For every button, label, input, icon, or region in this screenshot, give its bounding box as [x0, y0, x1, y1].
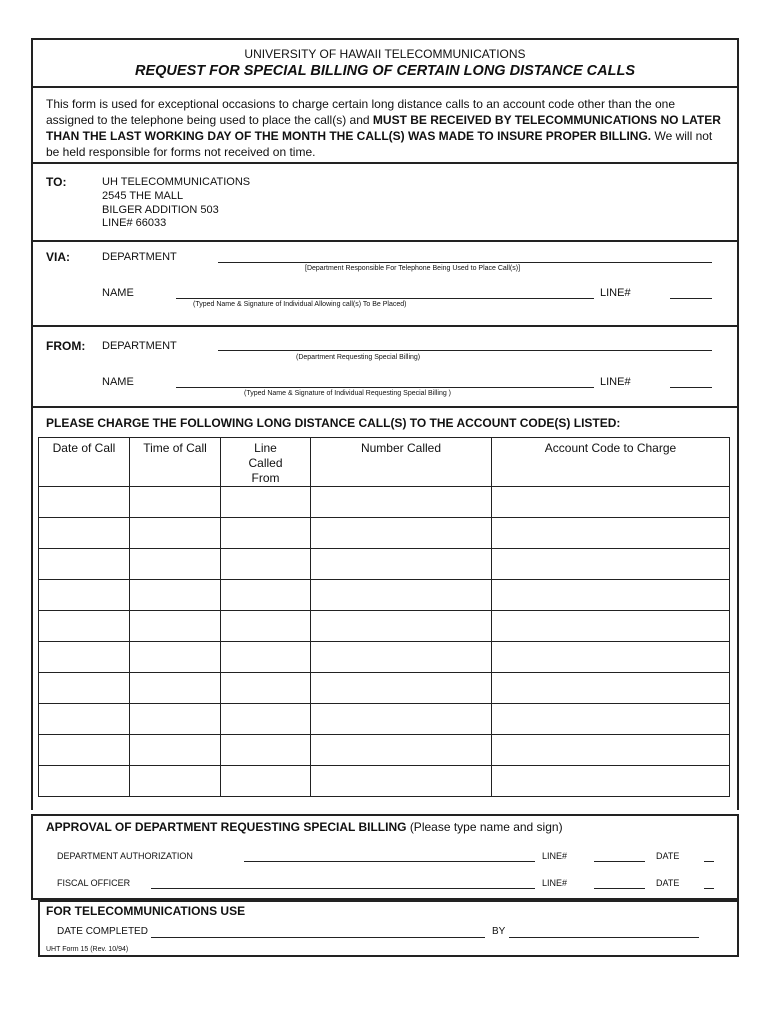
table-row — [39, 704, 730, 735]
form-title: REQUEST FOR SPECIAL BILLING OF CERTAIN LONG DISTANCE CALLS — [135, 63, 635, 79]
from-label: FROM: — [46, 339, 86, 353]
dept-auth-date-label: DATE — [656, 851, 680, 861]
from-name-label: NAME — [102, 376, 134, 388]
intro-part1: This form is used for exceptional occasions to charge certain long distance calls to an account code other than the one assigned to the telephone being used to place the call(s) and — [46, 97, 676, 127]
table-cell[interactable] — [311, 642, 492, 673]
col-account-code: Account Code to Charge — [492, 438, 730, 487]
via-department-field[interactable] — [218, 262, 712, 263]
org-name: UNIVERSITY OF HAWAII TELECOMMUNICATIONS — [244, 47, 526, 61]
table-cell[interactable] — [130, 735, 221, 766]
table-cell[interactable] — [221, 704, 311, 735]
table-cell[interactable] — [221, 580, 311, 611]
approval-note: (Please type name and sign) — [409, 820, 563, 834]
table-cell[interactable] — [311, 704, 492, 735]
table-cell[interactable] — [39, 766, 130, 797]
table-cell[interactable] — [311, 766, 492, 797]
table-cell[interactable] — [39, 642, 130, 673]
from-line-label: LINE# — [600, 376, 631, 388]
via-line-label: LINE# — [600, 287, 631, 299]
approval-heading: APPROVAL OF DEPARTMENT REQUESTING SPECIAL BILLING — [46, 820, 407, 834]
table-cell[interactable] — [492, 704, 730, 735]
fiscal-officer-label: FISCAL OFFICER — [57, 878, 131, 888]
table-header-row — [39, 438, 730, 487]
table-cell[interactable] — [130, 766, 221, 797]
fiscal-line-label: LINE# — [542, 878, 568, 888]
dept-auth-line-label: LINE# — [542, 851, 568, 861]
approval-heading-line — [46, 820, 563, 834]
from-department-label: DEPARTMENT — [102, 340, 177, 352]
via-line-field[interactable] — [670, 298, 712, 299]
divider-to-via — [31, 240, 739, 242]
table-cell[interactable] — [130, 611, 221, 642]
table-row — [39, 735, 730, 766]
col-time-of-call: Time of Call — [130, 438, 221, 487]
via-department-hint: [Department Responsible For Telephone Being Used to Place Call(s)] — [305, 265, 521, 272]
charge-right-border — [737, 408, 739, 810]
dept-auth-line-field[interactable] — [594, 861, 645, 862]
table-row — [39, 611, 730, 642]
intro-text — [46, 96, 726, 160]
table-cell[interactable] — [221, 487, 311, 518]
table-row — [39, 642, 730, 673]
table-cell[interactable] — [39, 580, 130, 611]
table-row — [39, 766, 730, 797]
to-line-4: LINE# 66033 — [102, 217, 167, 229]
date-completed-field[interactable] — [151, 937, 485, 938]
to-line-3: BILGER ADDITION 503 — [102, 204, 219, 216]
table-cell[interactable] — [39, 704, 130, 735]
dept-auth-label: DEPARTMENT AUTHORIZATION — [57, 851, 193, 861]
col-line-called-from — [221, 438, 311, 487]
date-completed-label: DATE COMPLETED — [57, 926, 148, 937]
table-cell[interactable] — [130, 580, 221, 611]
table-cell[interactable] — [311, 518, 492, 549]
fiscal-line-field[interactable] — [594, 888, 645, 889]
table-cell[interactable] — [39, 673, 130, 704]
via-name-field[interactable] — [176, 298, 594, 299]
dept-auth-date-field[interactable] — [704, 861, 714, 862]
table-cell[interactable] — [39, 549, 130, 580]
via-name-hint: (Typed Name & Signature of Individual Allowing call(s) To Be Placed) — [193, 301, 407, 308]
table-cell[interactable] — [39, 487, 130, 518]
table-cell[interactable] — [39, 611, 130, 642]
col-line-called-from-label: Line Called From — [248, 441, 283, 485]
fiscal-date-field[interactable] — [704, 888, 714, 889]
via-name-label: NAME — [102, 287, 134, 299]
via-label: VIA: — [46, 250, 70, 264]
form-id: UHT Form 15 (Rev. 10/94) — [46, 946, 129, 953]
charge-heading: PLEASE CHARGE THE FOLLOWING LONG DISTANCE CALL(S) TO THE ACCOUNT CODE(S) LISTED: — [46, 416, 621, 430]
divider-via-from — [31, 325, 739, 327]
table-cell[interactable] — [311, 611, 492, 642]
table-cell[interactable] — [221, 518, 311, 549]
table-cell[interactable] — [492, 487, 730, 518]
table-row — [39, 549, 730, 580]
from-name-field[interactable] — [176, 387, 594, 388]
table-cell[interactable] — [311, 580, 492, 611]
by-label: BY — [492, 926, 506, 937]
by-field[interactable] — [509, 937, 699, 938]
to-line-2: 2545 THE MALL — [102, 190, 184, 202]
table-cell[interactable] — [221, 642, 311, 673]
table-cell[interactable] — [221, 549, 311, 580]
table-cell[interactable] — [492, 611, 730, 642]
fiscal-date-label: DATE — [656, 878, 680, 888]
table-cell[interactable] — [130, 673, 221, 704]
table-row — [39, 487, 730, 518]
intro-deadline: MUST BE RECEIVED BY TELECOMMUNICATIONS NO LATER THAN THE LAST WORKING DAY OF THE MONTH THE CALL(S) WAS MADE TO INSURE PROPER BILLING. — [46, 113, 721, 143]
table-cell[interactable] — [221, 611, 311, 642]
table-row — [39, 580, 730, 611]
table-cell[interactable] — [311, 487, 492, 518]
to-label: TO: — [46, 175, 67, 189]
table-cell[interactable] — [492, 642, 730, 673]
charge-left-border — [31, 408, 33, 810]
table-cell[interactable] — [130, 487, 221, 518]
table-cell[interactable] — [311, 735, 492, 766]
table-cell[interactable] — [492, 673, 730, 704]
table-cell[interactable] — [39, 518, 130, 549]
from-line-field[interactable] — [670, 387, 712, 388]
table-cell[interactable] — [311, 673, 492, 704]
table-cell[interactable] — [492, 549, 730, 580]
via-department-label: DEPARTMENT — [102, 251, 177, 263]
table-cell[interactable] — [130, 518, 221, 549]
table-cell[interactable] — [492, 735, 730, 766]
from-department-field[interactable] — [218, 350, 712, 351]
intro-part2: We will not be held responsible for forms not received on time. — [46, 129, 713, 159]
from-name-hint: (Typed Name & Signature of Individual Requesting Special Billing ) — [244, 390, 452, 397]
table-cell[interactable] — [221, 673, 311, 704]
fiscal-officer-field[interactable] — [151, 888, 535, 889]
table-cell[interactable] — [221, 766, 311, 797]
dept-auth-field[interactable] — [244, 861, 535, 862]
table-cell[interactable] — [130, 549, 221, 580]
from-department-hint: (Department Requesting Special Billing) — [296, 354, 421, 361]
col-date-of-call: Date of Call — [39, 438, 130, 487]
table-cell[interactable] — [492, 766, 730, 797]
table-cell[interactable] — [492, 580, 730, 611]
col-number-called: Number Called — [311, 438, 492, 487]
calls-table — [38, 437, 730, 797]
table-cell[interactable] — [492, 518, 730, 549]
table-cell[interactable] — [130, 704, 221, 735]
table-cell[interactable] — [130, 642, 221, 673]
table-cell[interactable] — [311, 549, 492, 580]
table-cell[interactable] — [221, 735, 311, 766]
table-row — [39, 673, 730, 704]
to-line-1: UH TELECOMMUNICATIONS — [102, 176, 251, 188]
table-row — [39, 518, 730, 549]
telecom-heading: FOR TELECOMMUNICATIONS USE — [46, 904, 246, 918]
table-cell[interactable] — [39, 735, 130, 766]
